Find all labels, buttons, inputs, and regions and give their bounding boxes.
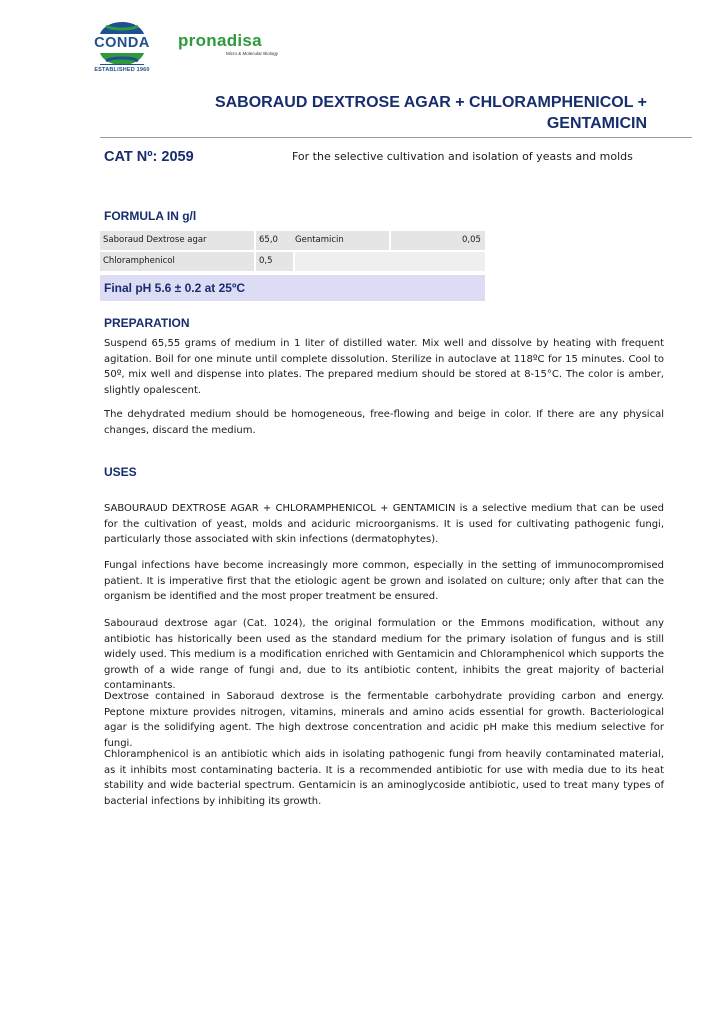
empty-cell [295, 252, 485, 271]
ingredient-value: 0,5 [259, 256, 273, 266]
preparation-heading: PREPARATION [104, 316, 190, 330]
pronadisa-wordmark: pronadisa [178, 31, 262, 50]
document-title [100, 92, 647, 134]
ingredient-value-cell-2 [391, 231, 485, 250]
conda-wordmark: CONDA [94, 35, 150, 51]
table-row [100, 252, 485, 271]
title-divider [100, 137, 692, 138]
ingredient-cell [100, 252, 254, 271]
ingredient-name: Saboraud Dextrose agar [103, 235, 207, 245]
product-description: For the selective cultivation and isolation of yeasts and molds [292, 150, 633, 163]
conda-logo [84, 20, 160, 80]
table-row [100, 231, 485, 250]
uses-heading: USES [104, 465, 137, 479]
uses-paragraph: Chloramphenicol is an antibiotic which aids in isolating pathogenic fungi from heavily contaminated material, as it inhibits most contaminating bacteria. It is a recommended antibiotic for use with media due to its heat stability and wide bacterial spectrum. Gentamicin is an aminoglycoside antibiotic, used to treat many types of bacterial infections by inhibiting its growth. [104, 749, 664, 807]
uses-paragraph: SABOURAUD DEXTROSE AGAR + CHLORAMPHENICOL + GENTAMICIN is a selective medium that can be used for the cultivation of yeast, molds and aciduric microorganisms. It is used for cultivating pathogenic fungi, particularly those associated with skin infections (dermatophytes). [104, 503, 664, 545]
ingredient-value-cell [256, 231, 389, 250]
title-line-2: GENTAMICIN [546, 115, 647, 132]
pronadisa-logo [178, 31, 318, 61]
ingredient-value: 65,0 [259, 235, 278, 245]
uses-paragraph: Fungal infections have become increasingly more common, especially in the setting of immunocompromised patient. It is imperative first that the etiologic agent be grown and isolated on culture; only after that can the organism be identified and the most proper treatment be ensured. [104, 560, 664, 602]
ingredient-value-cell [256, 252, 293, 271]
ingredient-value-2: 0,05 [462, 235, 481, 245]
formula-table [100, 231, 485, 273]
catalog-number: CAT Nº: 2059 [104, 149, 194, 165]
logo-divider [100, 64, 144, 65]
uses-paragraph: Dextrose contained in Saboraud dextrose is the fermentable carbohydrate providing carbon and energy. Peptone mixture provides nitrogen, vitamins, minerals and amino acids essential for growth. Bacteriological agar is the solidifying agent. The high dextrose concentration and acidic pH make this medium selective for fungi. [104, 691, 664, 749]
ingredient-name: Chloramphenicol [103, 256, 175, 266]
title-line-1: SABORAUD DEXTROSE AGAR + CHLORAMPHENICOL + [214, 94, 647, 111]
uses-paragraph: Sabouraud dextrose agar (Cat. 1024), the original formulation or the Emmons modification, without any antibiotic has historically been used as the standard medium for the primary isolation of fungus and is still widely used. This medium is a modification enriched with Gentamicin and Chloramphenicol which supports the growth of a wide range of fungi and, due to its antibiotic content, inhibits the great majority of bacterial contaminants. [104, 618, 664, 691]
formula-heading: FORMULA IN g/l [104, 209, 197, 223]
pronadisa-tagline: Micro & Molecular Biology [226, 51, 279, 56]
final-ph: Final pH 5.6 ± 0.2 at 25ºC [100, 275, 485, 301]
ingredient-cell [100, 231, 254, 250]
preparation-paragraph: The dehydrated medium should be homogeneous, free-flowing and beige in color. If there are any physical changes, discard the medium. [104, 409, 664, 436]
established-text: ESTABLISHED 1960 [94, 67, 150, 73]
ingredient-name-2: Gentamicin [295, 235, 344, 245]
preparation-paragraph: Suspend 65,55 grams of medium in 1 liter of distilled water. Mix well and dissolve by heating with frequent agitation. Boil for one minute until complete dissolution. Sterilize in autoclave at 118ºC for 15 minutes. Cool to 50º, mix well and dispense into plates. The prepared medium should be stored at 8-15°C. The color is amber, slightly opalescent. [104, 338, 664, 396]
